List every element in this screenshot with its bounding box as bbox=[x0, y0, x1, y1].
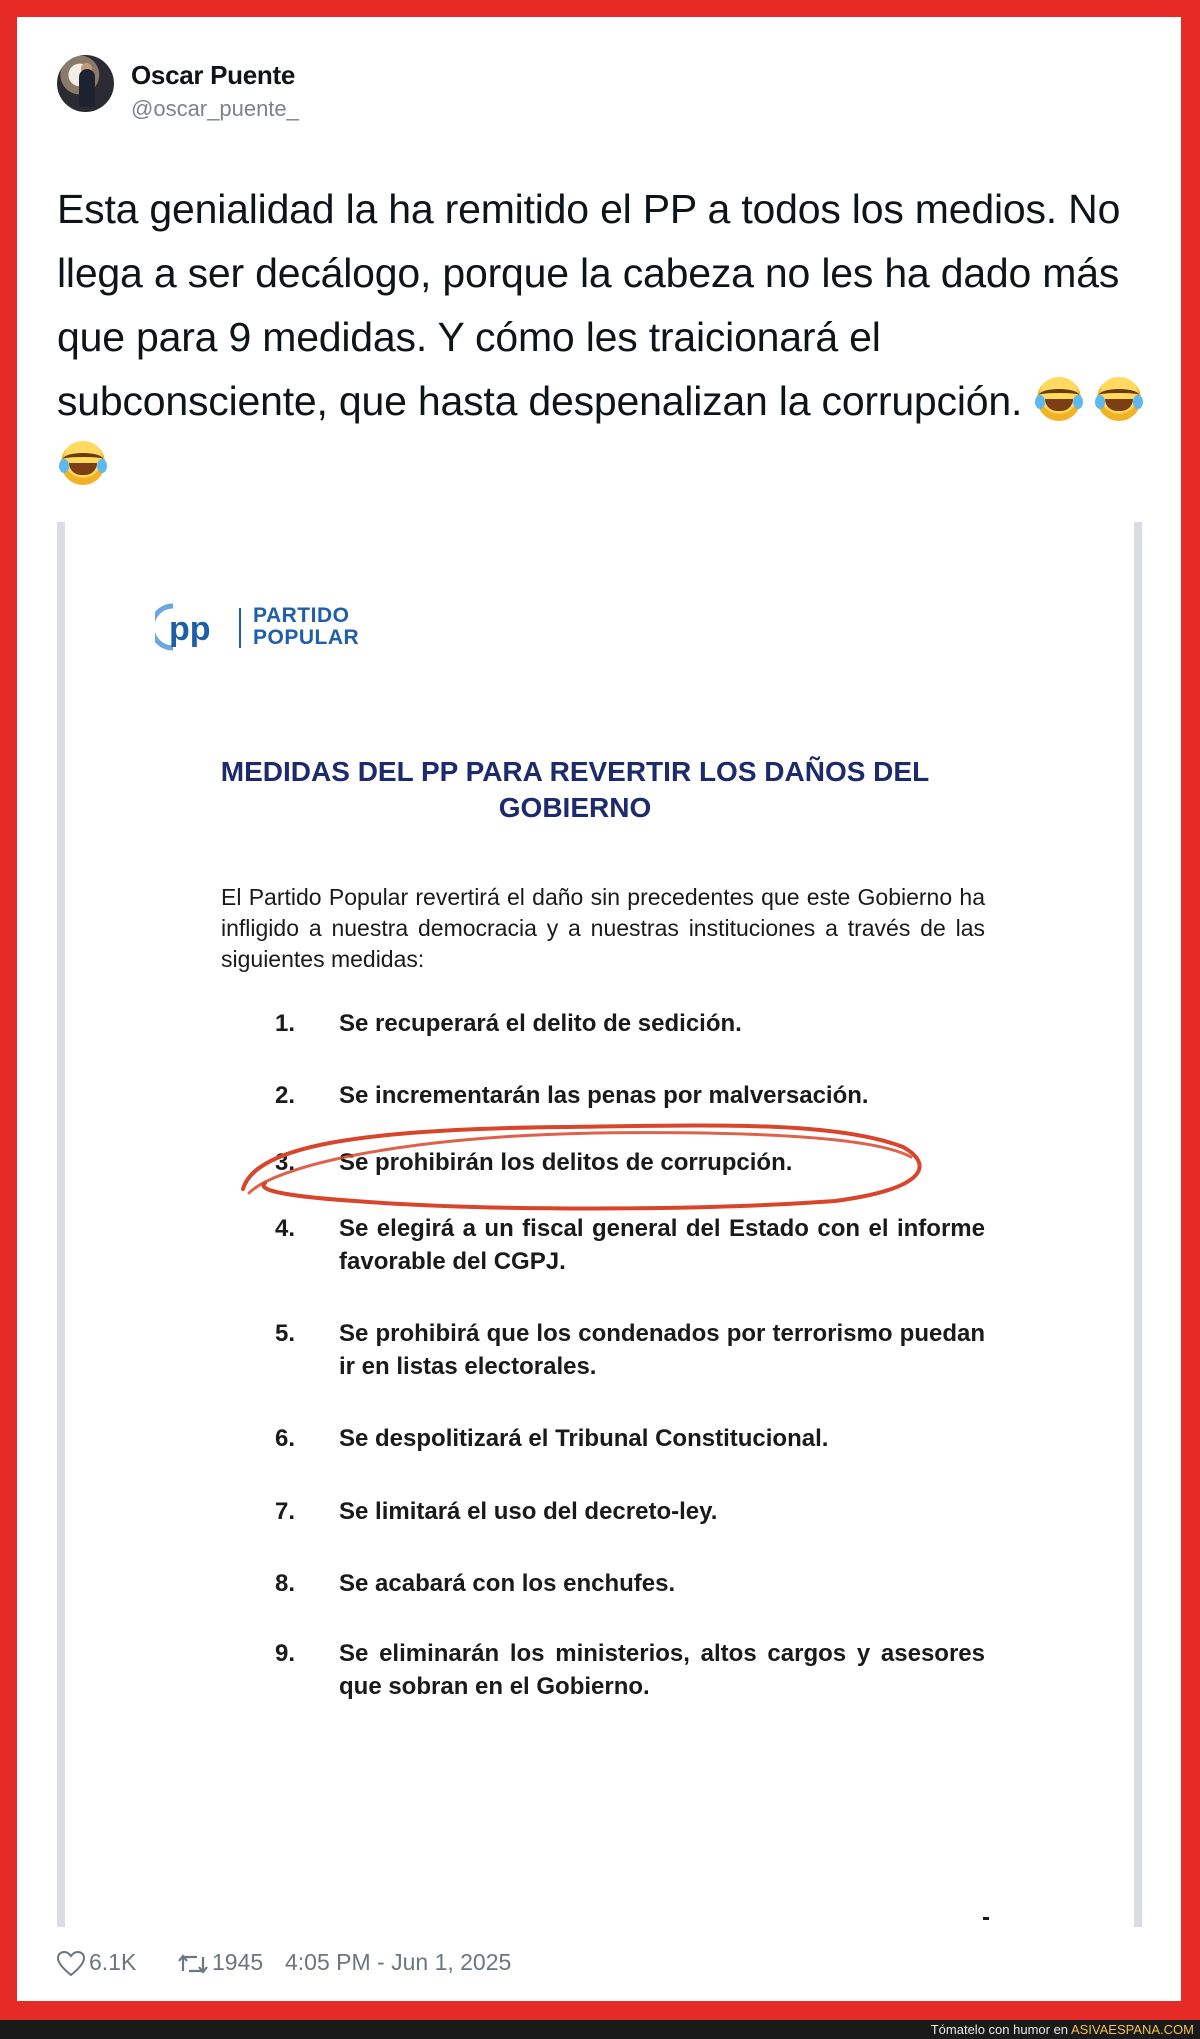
avatar-figure bbox=[79, 69, 95, 107]
rolling-on-floor-laughing-icon bbox=[61, 441, 105, 485]
page-number-mark bbox=[983, 1917, 989, 1920]
rolling-on-floor-laughing-icon bbox=[1037, 377, 1081, 421]
party-name-line2: POPULAR bbox=[253, 626, 360, 649]
party-name-line1: PARTIDO bbox=[253, 604, 350, 627]
measure-number: 2. bbox=[275, 1082, 296, 1109]
author-name[interactable]: Oscar Puente bbox=[131, 60, 296, 90]
measure-text: Se prohibirán los delitos de corrupción. bbox=[339, 1149, 793, 1176]
tweet-card bbox=[17, 17, 1181, 2001]
like-count[interactable]: 6.1K bbox=[89, 1949, 137, 1975]
timestamp[interactable]: 4:05 PM - Jun 1, 2025 bbox=[285, 1949, 512, 1975]
measure-text: Se incrementarán las penas por malversación. bbox=[339, 1082, 869, 1109]
measure-number: 8. bbox=[275, 1570, 296, 1597]
author-handle[interactable]: @oscar_puente_ bbox=[131, 96, 299, 121]
svg-text:pp: pp bbox=[169, 610, 211, 648]
document-intro: El Partido Popular revertirá el daño sin precedentes que este Gobierno ha infligido a nuestra democracia y a nuestras instituciones a través de las siguientes medidas: bbox=[221, 884, 985, 972]
tweet-text bbox=[57, 177, 1157, 497]
measure-number: 7. bbox=[275, 1498, 296, 1525]
measure-number: 9. bbox=[275, 1640, 296, 1667]
tweet-body: Esta genialidad la ha remitido el PP a todos los medios. No llega a ser decálogo, porque la cabeza no les ha dado más que para 9 medidas. Y cómo les traicionará el subconsciente, que hasta despenalizan la corrupción. bbox=[57, 186, 1121, 424]
measure-text: Se eliminarán los ministerios, altos cargos y asesores que sobran en el Gobierno. bbox=[339, 1640, 985, 1700]
highlight-circle bbox=[235, 1107, 935, 1217]
measure-text: Se prohibirá que los condenados por terrorismo puedan ir en listas electorales. bbox=[339, 1320, 985, 1380]
measure-text: Se elegirá a un fiscal general del Estado con el informe favorable del CGPJ. bbox=[339, 1215, 985, 1275]
measure-number: 3. bbox=[275, 1149, 296, 1176]
measure-text: Se despolitizará el Tribunal Constitucional. bbox=[339, 1425, 829, 1452]
retweet-count[interactable]: 1945 bbox=[212, 1949, 264, 1975]
avatar[interactable] bbox=[57, 55, 114, 112]
logo-divider bbox=[239, 608, 241, 648]
site-credit bbox=[931, 2022, 1194, 2038]
measure-number: 1. bbox=[275, 1010, 296, 1037]
credit-text: Tómatelo con humor en bbox=[930, 2022, 1069, 2037]
measure-text: Se acabará con los enchufes. bbox=[339, 1570, 676, 1597]
attached-document-image[interactable] bbox=[57, 522, 1142, 1927]
measure-number: 4. bbox=[275, 1215, 296, 1242]
document-title: MEDIDAS DEL PP PARA REVERTIR LOS DAÑOS DEL GOBIERNO bbox=[220, 756, 930, 823]
rolling-on-floor-laughing-icon bbox=[1097, 377, 1141, 421]
retweet-icon[interactable] bbox=[177, 1951, 209, 1977]
measure-text: Se recuperará el delito de sedición. bbox=[339, 1010, 742, 1037]
measure-text: Se limitará el uso del decreto-ley. bbox=[339, 1498, 718, 1525]
party-name bbox=[253, 605, 393, 649]
pp-logo-icon bbox=[155, 602, 225, 652]
measure-number: 6. bbox=[275, 1425, 296, 1452]
heart-icon[interactable] bbox=[57, 1951, 85, 1977]
measure-number: 5. bbox=[275, 1320, 296, 1347]
credit-site-link[interactable]: ASIVAESPANA.COM bbox=[1070, 2022, 1194, 2037]
